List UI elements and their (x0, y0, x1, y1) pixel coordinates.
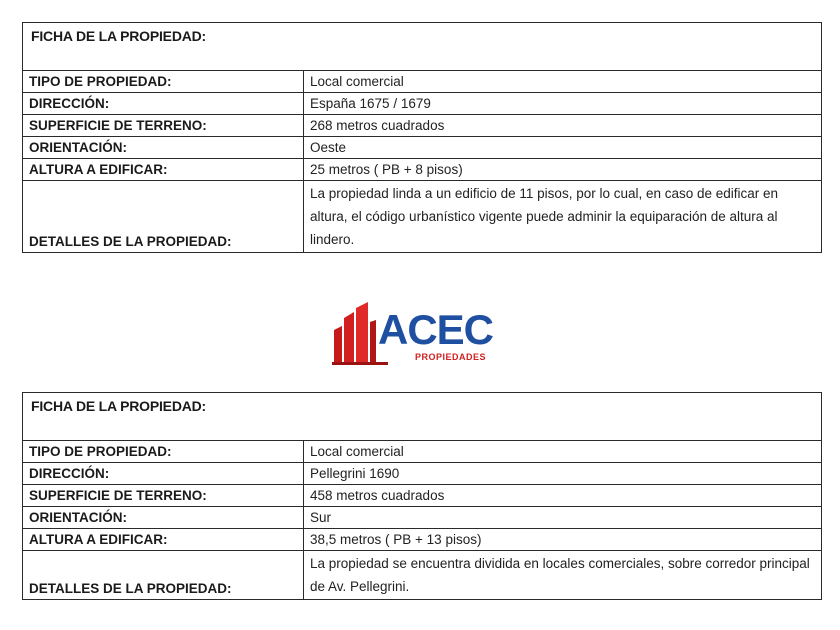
row-label: TIPO DE PROPIEDAD: (23, 71, 304, 93)
row-label: ORIENTACIÓN: (23, 137, 304, 159)
row-label: SUPERFICIE DE TERRENO: (23, 485, 304, 507)
property-sheet-pellegrini (22, 392, 822, 600)
table-row (23, 159, 821, 181)
row-value: 268 metros cuadrados (304, 115, 822, 137)
row-label: ORIENTACIÓN: (23, 507, 304, 529)
logo-wordmark: ACEC (378, 306, 494, 353)
row-value: Local comercial (304, 71, 822, 93)
table-row (23, 463, 821, 485)
row-label: DIRECCIÓN: (23, 463, 304, 485)
row-label: TIPO DE PROPIEDAD: (23, 441, 304, 463)
table-row (23, 441, 821, 463)
details-label: DETALLES DE LA PROPIEDAD: (23, 181, 304, 253)
sheet-title: FICHA DE LA PROPIEDAD: (23, 393, 821, 441)
row-value: Local comercial (304, 441, 822, 463)
table-row (23, 137, 821, 159)
details-value: La propiedad linda a un edificio de 11 pisos, por lo cual, en caso de edificar en altura, el código urbanístico vigente puede adminir la equiparación de altura al lindero. (304, 181, 822, 253)
table-row (23, 71, 821, 93)
row-value: 458 metros cuadrados (304, 485, 822, 507)
table-row (23, 529, 821, 551)
logo-subtitle: PROPIEDADES (415, 352, 487, 362)
row-value: España 1675 / 1679 (304, 93, 822, 115)
row-label: DIRECCIÓN: (23, 93, 304, 115)
row-value: Oeste (304, 137, 822, 159)
row-label: ALTURA A EDIFICAR: (23, 529, 304, 551)
property-table (23, 71, 821, 252)
details-row (23, 551, 821, 600)
property-sheet-espana (22, 22, 822, 253)
details-label: DETALLES DE LA PROPIEDAD: (23, 551, 304, 600)
row-label: SUPERFICIE DE TERRENO: (23, 115, 304, 137)
row-value: 25 metros ( PB + 8 pisos) (304, 159, 822, 181)
row-label: ALTURA A EDIFICAR: (23, 159, 304, 181)
row-value: Pellegrini 1690 (304, 463, 822, 485)
row-value: Sur (304, 507, 822, 529)
details-value: La propiedad se encuentra dividida en locales comerciales, sobre corredor principal de Av. Pellegrini. (304, 551, 822, 600)
row-value: 38,5 metros ( PB + 13 pisos) (304, 529, 822, 551)
sheet-title: FICHA DE LA PROPIEDAD: (23, 23, 821, 71)
acec-logo (330, 300, 520, 370)
details-row (23, 181, 821, 253)
table-row (23, 115, 821, 137)
table-row (23, 93, 821, 115)
property-table (23, 441, 821, 599)
table-row (23, 485, 821, 507)
table-row (23, 507, 821, 529)
